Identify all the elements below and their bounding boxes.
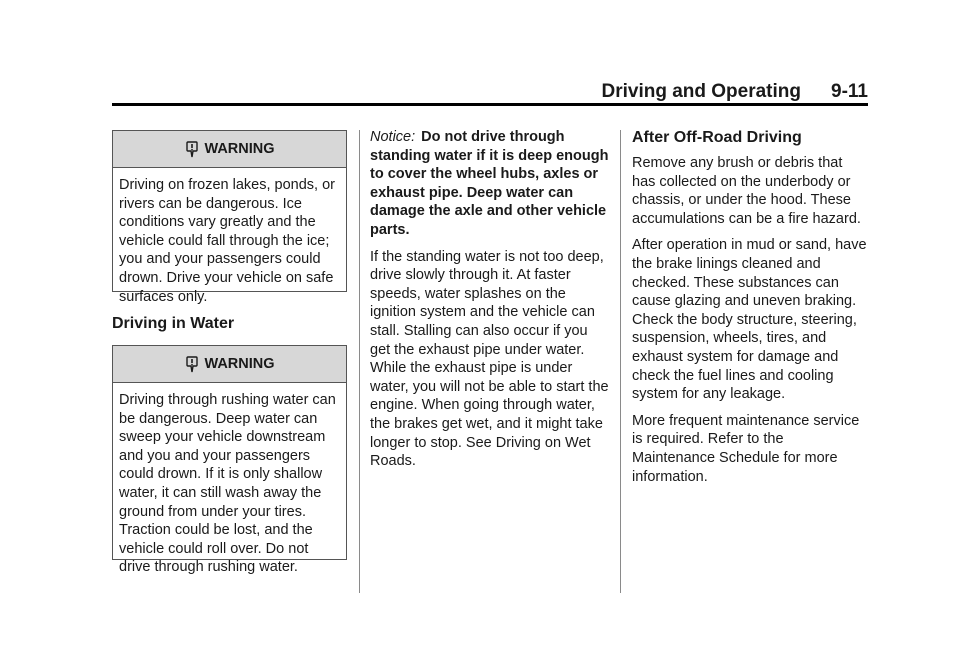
warning-triangle-icon [184,356,200,373]
warning-text: Driving through rushing water can be dangerous. Deep water can sweep your vehicle downstream and you and your passengers could drown. If it is only shallow water, it can still wash away the ground from under your tires. Traction could be lost, and the vehicle could roll over. Do not drive through rushing water. [119,392,336,576]
warning-box-ice [112,130,347,305]
column-1 [112,130,347,576]
warning-box-water [112,345,347,576]
warning-label: WARNING [204,140,275,157]
warning-label: WARNING [204,355,275,372]
section-title-driving-in-water: Driving in Water [112,315,235,332]
body-paragraph: Remove any brush or debris that has collected on the underbody or chassis, or under the hood. These accumulations can be a fire hazard. [632,155,861,227]
notice-paragraph [370,128,610,240]
chapter-title: Driving and Operating [601,81,802,102]
column-2 [370,128,610,479]
body-paragraph: More frequent maintenance service is required. Refer to the Maintenance Schedule for more information. [632,412,860,485]
notice-label: Notice: [370,129,416,145]
warning-header [113,131,346,168]
page-number: 9-11 [831,81,868,102]
page-header [112,80,868,104]
body-paragraph: If the standing water is not too deep, drive slowly through it. At faster speeds, water splashes on the ignition system and the vehicle can stall. Stalling can also occur if you get the exhaust pipe under water. While the exhaust pipe is under water, you will not be able to start the engine. When going through water, the brakes get wet, and it might take longer to stop. See Driving on Wet Roads. [370,248,609,470]
column-divider-2 [620,130,621,593]
column-divider-1 [359,130,360,593]
column-3 [632,128,868,494]
notice-text: Do not drive through standing water if it is deep enough to cover the wheel hubs, axles or exhaust pipe. Deep water can damage the axle and other vehicle parts. [370,129,609,238]
section-title-after-off-road: After Off-Road Driving [632,129,802,146]
body-paragraph: After operation in mud or sand, have the brake linings cleaned and checked. These substances can cause glazing and uneven braking. Check the body structure, steering, suspension, wheels, tires, and exhaust system for damage and check the fuel lines and cooling system for any leakage. [632,237,867,403]
warning-triangle-icon [184,141,200,158]
warning-header [113,346,346,383]
header-rule [112,103,868,106]
warning-text: Driving on frozen lakes, ponds, or rivers can be dangerous. Ice conditions vary greatly and the vehicle could fall through the ice; you and your passengers could drown. Drive your vehicle on safe surfaces only. [119,177,335,305]
